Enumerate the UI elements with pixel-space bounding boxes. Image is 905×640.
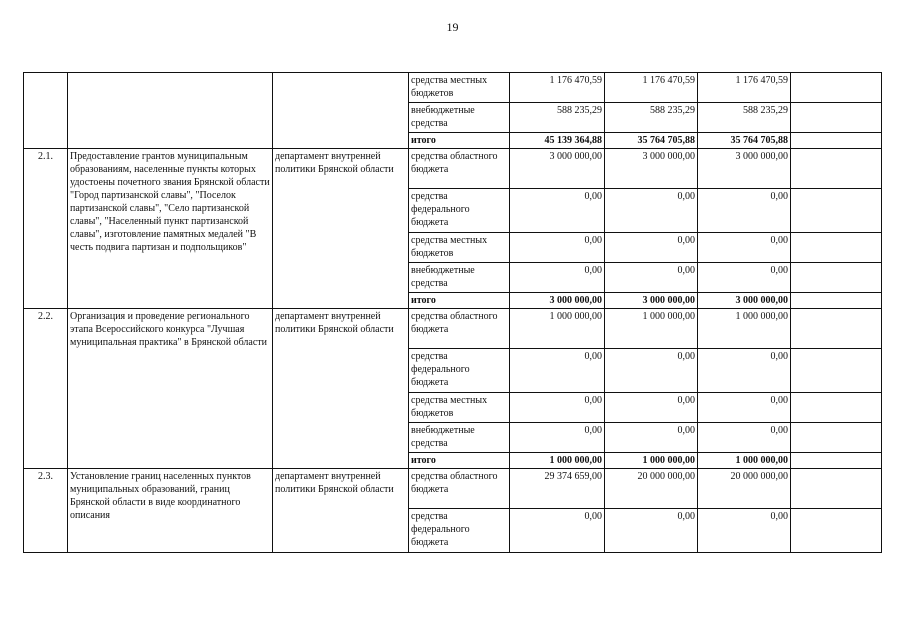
empty-cell <box>791 73 882 103</box>
value-cell: 1 000 000,00 <box>510 309 605 349</box>
value-cell: 1 000 000,00 <box>698 453 791 469</box>
value-cell: 35 764 705,88 <box>698 133 791 149</box>
empty-cell <box>791 393 882 423</box>
value-cell: 0,00 <box>510 349 605 393</box>
empty-cell <box>791 133 882 149</box>
source-cell: средства местных бюджетов <box>409 73 510 103</box>
value-cell: 0,00 <box>605 509 698 553</box>
empty-cell <box>791 349 882 393</box>
value-cell: 0,00 <box>698 189 791 233</box>
empty-cell <box>791 309 882 349</box>
source-cell: итого <box>409 133 510 149</box>
executor-cell: департамент внутренней политики Брянской области <box>273 149 409 309</box>
source-cell: средства федерального бюджета <box>409 349 510 393</box>
title-cell <box>68 73 273 149</box>
value-cell: 0,00 <box>698 393 791 423</box>
value-cell: 1 000 000,00 <box>605 453 698 469</box>
value-cell: 1 000 000,00 <box>510 453 605 469</box>
value-cell: 0,00 <box>510 393 605 423</box>
value-cell: 0,00 <box>698 263 791 293</box>
source-cell: средства федерального бюджета <box>409 189 510 233</box>
value-cell: 1 176 470,59 <box>605 73 698 103</box>
index-cell: 2.2. <box>24 309 68 469</box>
value-cell: 29 374 659,00 <box>510 469 605 509</box>
executor-cell: департамент внутренней политики Брянской области <box>273 309 409 469</box>
value-cell: 0,00 <box>510 509 605 553</box>
budget-table-body <box>24 73 882 553</box>
value-cell: 0,00 <box>510 189 605 233</box>
budget-table <box>23 72 882 553</box>
empty-cell <box>791 103 882 133</box>
value-cell: 3 000 000,00 <box>510 293 605 309</box>
value-cell: 0,00 <box>605 423 698 453</box>
table-row <box>24 309 882 349</box>
value-cell: 0,00 <box>510 263 605 293</box>
source-cell: внебюджетные средства <box>409 103 510 133</box>
empty-cell <box>791 423 882 453</box>
table-row <box>24 149 882 189</box>
empty-cell <box>791 233 882 263</box>
index-cell <box>24 73 68 149</box>
value-cell: 20 000 000,00 <box>698 469 791 509</box>
value-cell: 588 235,29 <box>605 103 698 133</box>
table-row <box>24 469 882 509</box>
value-cell: 3 000 000,00 <box>698 149 791 189</box>
executor-cell: департамент внутренней политики Брянской области <box>273 469 409 553</box>
index-cell: 2.1. <box>24 149 68 309</box>
value-cell: 1 000 000,00 <box>605 309 698 349</box>
source-cell: внебюджетные средства <box>409 263 510 293</box>
empty-cell <box>791 509 882 553</box>
source-cell: средства федерального бюджета <box>409 509 510 553</box>
source-cell: средства местных бюджетов <box>409 393 510 423</box>
value-cell: 1 000 000,00 <box>698 309 791 349</box>
title-cell: Установление границ населенных пунктов муниципальных образований, границ Брянской области в виде координатного описания <box>68 469 273 553</box>
value-cell: 3 000 000,00 <box>605 293 698 309</box>
value-cell: 0,00 <box>510 423 605 453</box>
value-cell: 0,00 <box>605 263 698 293</box>
source-cell: средства областного бюджета <box>409 469 510 509</box>
value-cell: 1 176 470,59 <box>510 73 605 103</box>
value-cell: 0,00 <box>698 349 791 393</box>
value-cell: 20 000 000,00 <box>605 469 698 509</box>
source-cell: средства местных бюджетов <box>409 233 510 263</box>
page-number: 19 <box>446 20 459 34</box>
executor-cell <box>273 73 409 149</box>
value-cell: 0,00 <box>605 349 698 393</box>
value-cell: 0,00 <box>698 233 791 263</box>
table-row <box>24 73 882 103</box>
source-cell: итого <box>409 293 510 309</box>
source-cell: средства областного бюджета <box>409 309 510 349</box>
value-cell: 0,00 <box>510 233 605 263</box>
title-cell: Предоставление грантов муниципальным образованиям, населенные пункты которых удостоены почетного звания Брянской области "Город партизанской славы", "Поселок партизанской славы", "Село партизанской славы", "Населенный пункт партизанской славы", изготовление памятных медалей "В честь подвига партизан и подпольщиков" <box>68 149 273 309</box>
empty-cell <box>791 293 882 309</box>
value-cell: 588 235,29 <box>698 103 791 133</box>
empty-cell <box>791 469 882 509</box>
value-cell: 0,00 <box>698 509 791 553</box>
value-cell: 3 000 000,00 <box>605 149 698 189</box>
empty-cell <box>791 453 882 469</box>
value-cell: 3 000 000,00 <box>510 149 605 189</box>
value-cell: 1 176 470,59 <box>698 73 791 103</box>
empty-cell <box>791 263 882 293</box>
value-cell: 0,00 <box>605 393 698 423</box>
source-cell: внебюджетные средства <box>409 423 510 453</box>
value-cell: 3 000 000,00 <box>698 293 791 309</box>
index-cell: 2.3. <box>24 469 68 553</box>
value-cell: 0,00 <box>698 423 791 453</box>
value-cell: 0,00 <box>605 189 698 233</box>
title-cell: Организация и проведение регионального этапа Всероссийского конкурса "Лучшая муниципальная практика" в Брянской области <box>68 309 273 469</box>
empty-cell <box>791 149 882 189</box>
value-cell: 35 764 705,88 <box>605 133 698 149</box>
value-cell: 0,00 <box>605 233 698 263</box>
value-cell: 45 139 364,88 <box>510 133 605 149</box>
value-cell: 588 235,29 <box>510 103 605 133</box>
source-cell: итого <box>409 453 510 469</box>
empty-cell <box>791 189 882 233</box>
source-cell: средства областного бюджета <box>409 149 510 189</box>
